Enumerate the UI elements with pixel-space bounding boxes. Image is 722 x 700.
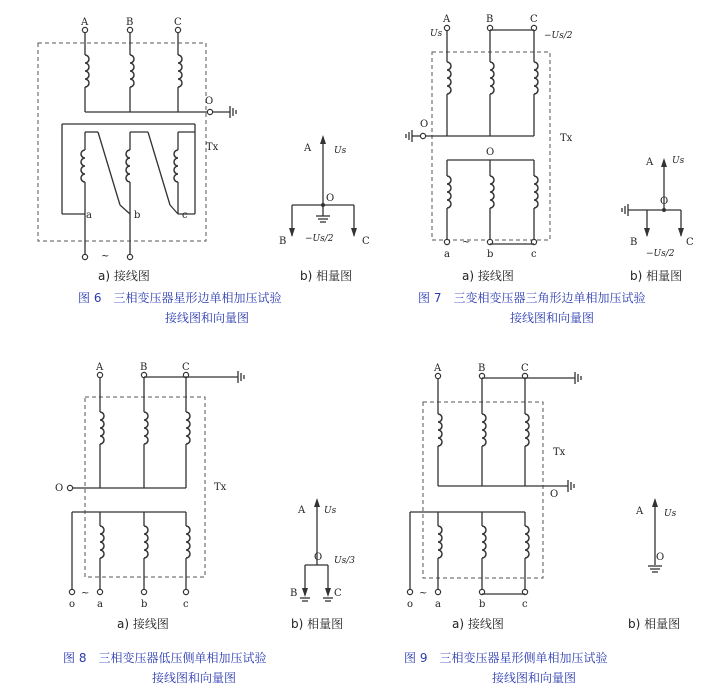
label-O: O [420, 119, 429, 130]
label-b: b [141, 599, 148, 610]
terminal-o [69, 589, 74, 594]
figure-9-caption-1: 图 9 三相变压器星形侧单相加压试验 [404, 651, 608, 665]
phasor-label-B: B [630, 237, 638, 248]
figure-6-caption-1: 图 6 三相变压器星形边单相加压试验 [78, 291, 282, 305]
lv-coil-b [144, 526, 148, 558]
hv-coil-a [100, 412, 104, 444]
label-lv-O: O [486, 147, 495, 158]
label-c: c [182, 210, 188, 221]
figure-8-wiring [55, 362, 244, 610]
terminal-b [141, 589, 146, 594]
figure-8-caption-1: 图 8 三相变压器低压侧单相加压试验 [63, 651, 267, 665]
hv-coil-b [130, 55, 134, 87]
label-o: o [69, 599, 76, 610]
terminal-B [127, 27, 132, 32]
terminal-source-1 [82, 254, 87, 259]
terminal-a [435, 589, 440, 594]
transformer-boundary [432, 52, 550, 240]
lv-coil-a [81, 150, 85, 182]
label-o: o [407, 599, 414, 610]
terminal-A [435, 373, 440, 378]
lv-coil-a [447, 176, 451, 208]
phasor-label-O: O [326, 193, 335, 204]
terminal-A [82, 27, 87, 32]
hv-coil-c [178, 55, 182, 87]
label-c: c [183, 599, 189, 610]
figure-7-caption-2: 接线图和向量图 [510, 311, 595, 325]
figure-7-sub-a: a) 接线图 [462, 269, 514, 283]
terminal-a [97, 589, 102, 594]
phasor-label-half: −Us/2 [646, 249, 675, 259]
figure-8-sub-b: b) 相量图 [291, 617, 344, 631]
phasor-label-A: A [298, 505, 306, 516]
lv-coil-b [126, 150, 130, 182]
terminal-C [175, 27, 180, 32]
label-C: C [182, 362, 190, 373]
terminal-A [444, 25, 449, 30]
tx-label: Tx [206, 142, 219, 153]
phasor-label-C: C [686, 237, 694, 248]
phasor-label-C: C [334, 588, 342, 599]
phasor-label-C: C [362, 236, 370, 247]
figure-6-caption-2: 接线图和向量图 [165, 311, 250, 325]
phasor-label-half: −Us/2 [305, 234, 334, 244]
label-C: C [530, 14, 538, 25]
label-b: b [487, 249, 494, 260]
tx-label: Tx [214, 482, 227, 493]
figure-7-sub-b: b) 相量图 [630, 269, 683, 283]
label-B: B [140, 362, 148, 373]
ac-source-icon: ~ [101, 251, 110, 262]
label-a: a [435, 599, 441, 610]
label-O: O [205, 96, 214, 107]
figure-6-wiring [38, 17, 236, 262]
label-a: a [86, 210, 92, 221]
lv-coil-c [174, 150, 178, 182]
phasor-label-A: A [636, 506, 644, 517]
phasor-label-B: B [290, 588, 298, 599]
figure-8-phasor [290, 498, 355, 601]
lv-coil-c [186, 526, 190, 558]
label-C: C [174, 17, 182, 28]
label-B: B [478, 363, 486, 374]
label-C: C [521, 363, 529, 374]
label-a: a [444, 249, 450, 260]
hv-coil-c [525, 414, 529, 446]
figure-9-phasor [635, 498, 677, 572]
label-half: −Us/2 [544, 31, 573, 41]
label-A: A [434, 363, 442, 374]
label-c: c [531, 249, 537, 260]
lv-coil-a [438, 526, 442, 558]
label-O: O [550, 489, 559, 500]
figure-8-caption-2: 接线图和向量图 [152, 671, 237, 685]
figure-9-sub-a: a) 接线图 [452, 617, 504, 631]
hv-coil-b [490, 62, 494, 94]
hv-coil-c [186, 412, 190, 444]
hv-coil-b [144, 412, 148, 444]
terminal-O [207, 109, 212, 114]
hv-coil-a [438, 414, 442, 446]
figure-6-sub-a: a) 接线图 [98, 269, 150, 283]
lv-coil-b [482, 526, 486, 558]
lv-coil-c [534, 176, 538, 208]
phasor-label-us: Us [672, 156, 685, 166]
terminal-O [67, 485, 72, 490]
figure-7-caption-1: 图 7 三变相变压器三角形边单相加压试验 [418, 291, 646, 305]
label-A: A [443, 14, 451, 25]
label-b: b [134, 210, 141, 221]
tx-label: Tx [553, 447, 566, 458]
label-c: c [522, 599, 528, 610]
label-O: O [55, 483, 64, 494]
ac-source-icon: ~ [419, 588, 428, 599]
label-a: a [97, 599, 103, 610]
phasor-label-O: O [660, 196, 669, 207]
figure-6-sub-b: b) 相量图 [300, 269, 353, 283]
lv-coil-c [525, 526, 529, 558]
terminal-a [444, 239, 449, 244]
phasor-label-O: O [314, 552, 323, 563]
ac-source-icon: ~ [462, 237, 471, 248]
label-A: A [96, 362, 104, 373]
lv-coil-a [100, 526, 104, 558]
phasor-label-third: Us/3 [334, 556, 355, 566]
terminal-source-2 [127, 254, 132, 259]
terminal-O [420, 133, 425, 138]
lv-coil-b [490, 176, 494, 208]
terminal-o [407, 589, 412, 594]
phasor-label-B: B [279, 236, 287, 247]
figure-6-phasor [279, 135, 370, 247]
phasor-label-A: A [646, 157, 654, 168]
hv-coil-b [482, 414, 486, 446]
ac-source-icon: ~ [81, 588, 90, 599]
figure-9-wiring [407, 363, 581, 610]
figure-7-wiring [406, 14, 573, 260]
hv-coil-c [534, 62, 538, 94]
figure-9-caption-2: 接线图和向量图 [492, 671, 577, 685]
label-b: b [479, 599, 486, 610]
phasor-label-us: Us [334, 146, 347, 156]
label-B: B [486, 14, 494, 25]
label-B: B [126, 17, 134, 28]
hv-coil-a [85, 55, 89, 87]
tx-label: Tx [560, 133, 573, 144]
figure-7-phasor [622, 156, 694, 259]
terminal-A [97, 372, 102, 377]
phasor-label-us: Us [664, 509, 677, 519]
phasor-label-O: O [656, 552, 665, 563]
label-us: Us [430, 29, 443, 39]
phasor-label-us: Us [324, 506, 337, 516]
label-A: A [81, 17, 89, 28]
figure-9-sub-b: b) 相量图 [628, 617, 681, 631]
hv-coil-a [447, 62, 451, 94]
terminal-c [183, 589, 188, 594]
phasor-label-A: A [304, 143, 312, 154]
figure-8-sub-a: a) 接线图 [117, 617, 169, 631]
